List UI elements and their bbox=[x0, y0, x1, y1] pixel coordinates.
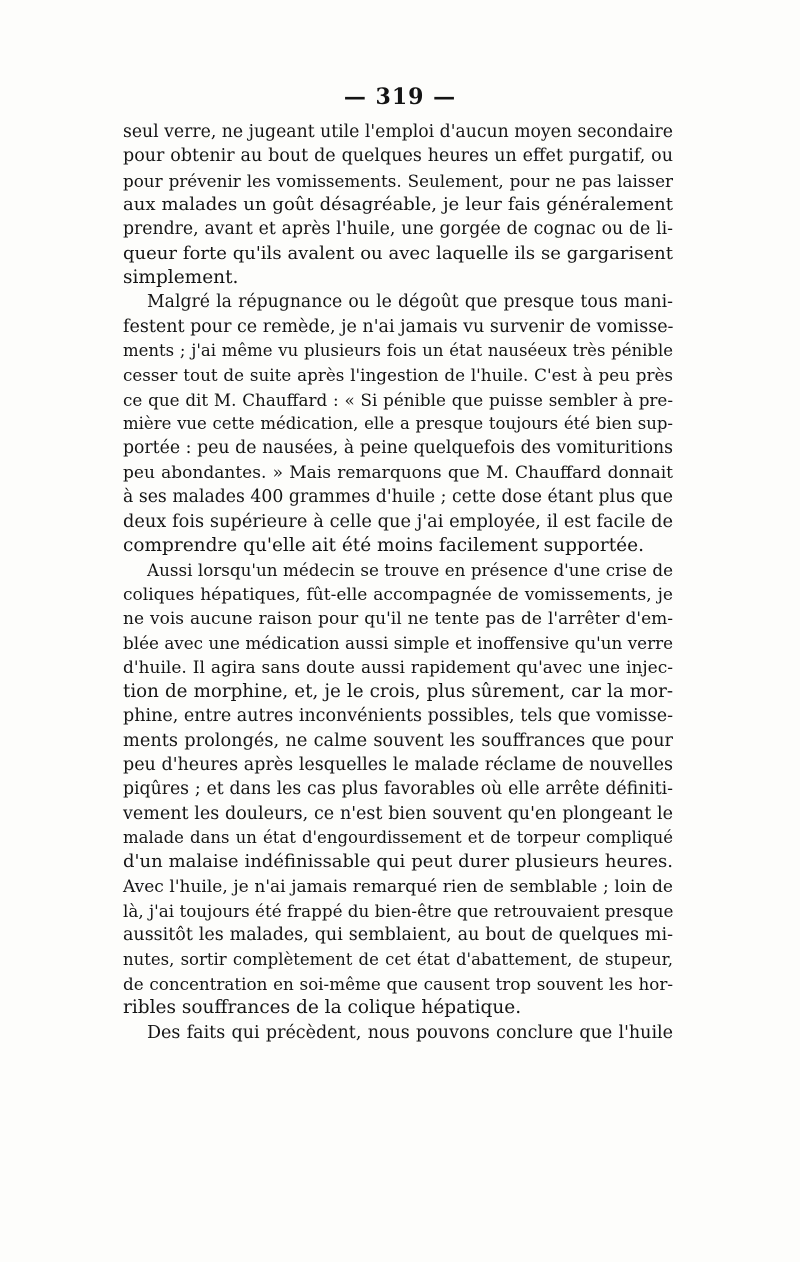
text-line: simplement. bbox=[123, 267, 239, 289]
text-line: malade dans un état d'engourdissement et de torpeur compliqué bbox=[123, 827, 673, 847]
text-line: blée avec une médication aussi simple et inoffensive qu'un verre bbox=[123, 633, 673, 654]
text-line: de concentration en soi-même que causent trop souvent les hor- bbox=[123, 974, 673, 995]
text-line: pour prévenir les vomissements. Seulement, pour ne pas laisser bbox=[123, 170, 673, 191]
text-line: peu abondantes. » Mais remarquons que M. Chauffard donnait bbox=[123, 462, 673, 483]
text-line: à ses malades 400 grammes d'huile ; cette dose étant plus que bbox=[123, 487, 673, 508]
text-line: mière vue cette médication, elle a presque toujours été bien sup- bbox=[123, 414, 673, 434]
text-line: là, j'ai toujours été frappé du bien-être que retrouvaient presque bbox=[123, 901, 674, 921]
text-line: vement les douleurs, ce n'est bien souvent qu'en plongeant le bbox=[123, 803, 673, 824]
text-line: nutes, sortir complètement de cet état d'abattement, de stupeur, bbox=[123, 949, 673, 969]
text-line: d'un malaise indéfinissable qui peut durer plusieurs heures. bbox=[123, 851, 673, 873]
text-line: ne vois aucune raison pour qu'il ne tente pas de l'arrêter d'em- bbox=[123, 608, 673, 629]
text-line: festent pour ce remède, je n'ai jamais vu survenir de vomisse- bbox=[123, 316, 674, 337]
text-line: peu d'heures après lesquelles le malade réclame de nouvelles bbox=[123, 754, 673, 775]
text-line: portée : peu de nausées, à peine quelquefois des vomituritions bbox=[123, 438, 673, 459]
text-line: comprendre qu'elle ait été moins facilement supportée. bbox=[123, 534, 644, 556]
text-line: ribles souffrances de la colique hépatique. bbox=[123, 997, 522, 1019]
text-line: phine, entre autres inconvénients possibles, tels que vomisse- bbox=[123, 706, 673, 727]
text-line: Des faits qui précèdent, nous pouvons conclure que l'huile bbox=[147, 1022, 673, 1043]
text-line: seul verre, ne jugeant utile l'emploi d'aucun moyen secondaire bbox=[123, 122, 673, 142]
text-line: piqûres ; et dans les cas plus favorables où elle arrête définiti- bbox=[123, 779, 673, 800]
text-line: Malgré la répugnance ou le dégoût que presque tous mani- bbox=[147, 292, 673, 313]
text-line: prendre, avant et après l'huile, une gorgée de cognac ou de li- bbox=[123, 219, 673, 240]
text-line: pour obtenir au bout de quelques heures un effet purgatif, ou bbox=[123, 146, 673, 167]
text-line: d'huile. Il agira sans doute aussi rapidement qu'avec une injec- bbox=[123, 657, 673, 678]
text-line: Avec l'huile, je n'ai jamais remarqué rien de semblable ; loin de bbox=[123, 876, 673, 897]
text-line: ce que dit M. Chauffard : « Si pénible que puisse sembler à pre- bbox=[123, 389, 673, 410]
text-line: coliques hépatiques, fût-elle accompagnée de vomissements, je bbox=[123, 584, 673, 605]
page-number: — 319 — bbox=[343, 84, 457, 110]
text-line: deux fois supérieure à celle que j'ai employée, il est facile de bbox=[123, 511, 673, 532]
text-line: tion de morphine, et, je le crois, plus sûrement, car la mor- bbox=[123, 680, 673, 702]
text-line: aux malades un goût désagréable, je leur fais généralement bbox=[123, 194, 673, 216]
body-text bbox=[123, 120, 673, 1045]
text-line: aussitôt les malades, qui semblaient, au bout de quelques mi- bbox=[123, 925, 673, 946]
text-line: cesser tout de suite après l'ingestion de l'huile. C'est à peu près bbox=[123, 365, 673, 386]
text-line: ments ; j'ai même vu plusieurs fois un état nauséeux très pénible bbox=[123, 341, 673, 361]
text-line: ments prolongés, ne calme souvent les souffrances que pour bbox=[123, 730, 673, 751]
text-line: Aussi lorsqu'un médecin se trouve en présence d'une crise de bbox=[147, 560, 673, 581]
text-line: queur forte qu'ils avalent ou avec laquelle ils se gargarisent bbox=[123, 242, 673, 264]
